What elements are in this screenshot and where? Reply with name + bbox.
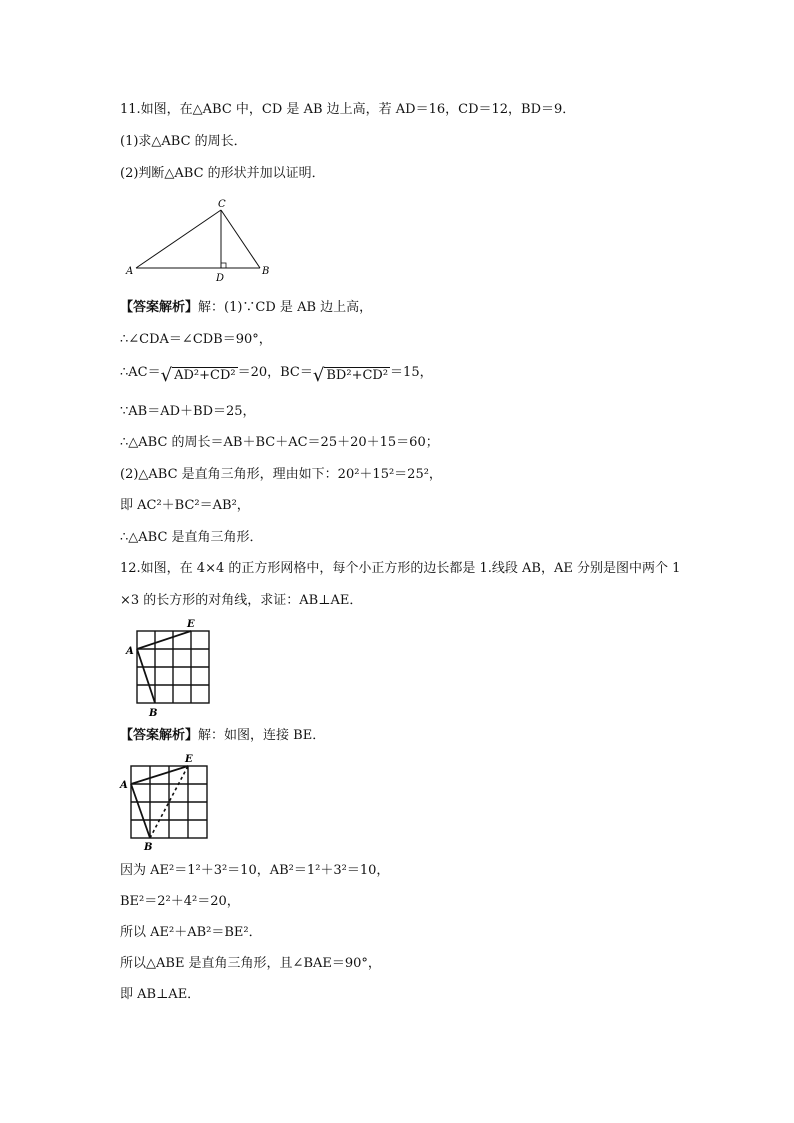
label-d: D [216, 273, 225, 284]
q12-title-2: ×3 的长方形的对角线，求证：AB⊥AE． [120, 593, 363, 608]
ac-mid: ＝20，BC＝ [237, 365, 313, 380]
sqrt-ac: √ AD²+CD² [160, 365, 236, 386]
q11-perimeter: ∴△ABC 的周长＝AB＋BC＋AC＝25＋20＋15＝60； [120, 435, 439, 450]
ac-radicand: AD²+CD² [174, 368, 236, 383]
sqrt-bc: √ BD²+CD² [312, 365, 389, 386]
q12-grid-figure [124, 617, 219, 719]
answer-heading: 【答案解析】 [120, 300, 199, 315]
bc-suffix: ＝15， [390, 365, 433, 380]
q12-solution-figure [118, 750, 218, 852]
q11-answer-line [120, 299, 372, 317]
label-c: C [218, 199, 226, 210]
label-a: A [126, 646, 134, 657]
label-b: B [262, 266, 270, 277]
bc-radicand: BD²+CD² [326, 368, 389, 383]
q11-title: 11.如图，在△ABC 中，CD 是 AB 边上高，若 AD＝16，CD＝12，BD＝9． [120, 102, 576, 117]
q11-triangle-figure [120, 195, 280, 285]
q12-line-3: 所以 AE²＋AB²＝BE²． [120, 925, 262, 940]
q11-identity: 即 AC²＋BC²＝AB²， [120, 498, 250, 513]
answer-heading: 【答案解析】 [120, 728, 199, 743]
q12-line-1: 因为 AE²＝1²＋3²＝10，AB²＝1²＋3²＝10， [120, 863, 390, 878]
q12-line-4: 所以△ABE 是直角三角形，且∠BAE＝90°， [120, 956, 381, 971]
label-e: E [187, 619, 195, 630]
q11-angles: ∴∠CDA＝∠CDB＝90°， [120, 332, 272, 347]
q11-ab: ∵AB＝AD＋BD＝25， [120, 404, 256, 419]
label-b: B [149, 708, 158, 719]
answer-intro: 解：如图，连接 BE． [198, 728, 326, 743]
q12-title-1: 12.如图，在 4×4 的正方形网格中，每个小正方形的边长都是 1.线段 AB，AE 分别是图中两个 1 [120, 561, 681, 576]
q11-part2: (2)判断△ABC 的形状并加以证明． [120, 166, 325, 181]
q12-line-5: 即 AB⊥AE． [120, 987, 201, 1002]
q11-conclusion: ∴△ABC 是直角三角形． [120, 530, 263, 545]
q12-answer-line [120, 727, 325, 745]
label-e: E [185, 754, 193, 765]
q11-shape: (2)△ABC 是直角三角形，理由如下：20²＋15²＝25²， [120, 467, 442, 482]
ac-prefix: ∴AC＝ [120, 365, 161, 380]
label-a: A [126, 266, 134, 277]
q11-part1: (1)求△ABC 的周长． [120, 134, 247, 149]
q12-line-2: BE²＝2²＋4²＝20， [120, 894, 240, 909]
answer-intro: 解：(1)∵CD 是 AB 边上高， [198, 300, 373, 315]
label-b: B [144, 842, 153, 852]
q11-ac-bc-line [120, 364, 433, 385]
label-a: A [120, 780, 128, 791]
